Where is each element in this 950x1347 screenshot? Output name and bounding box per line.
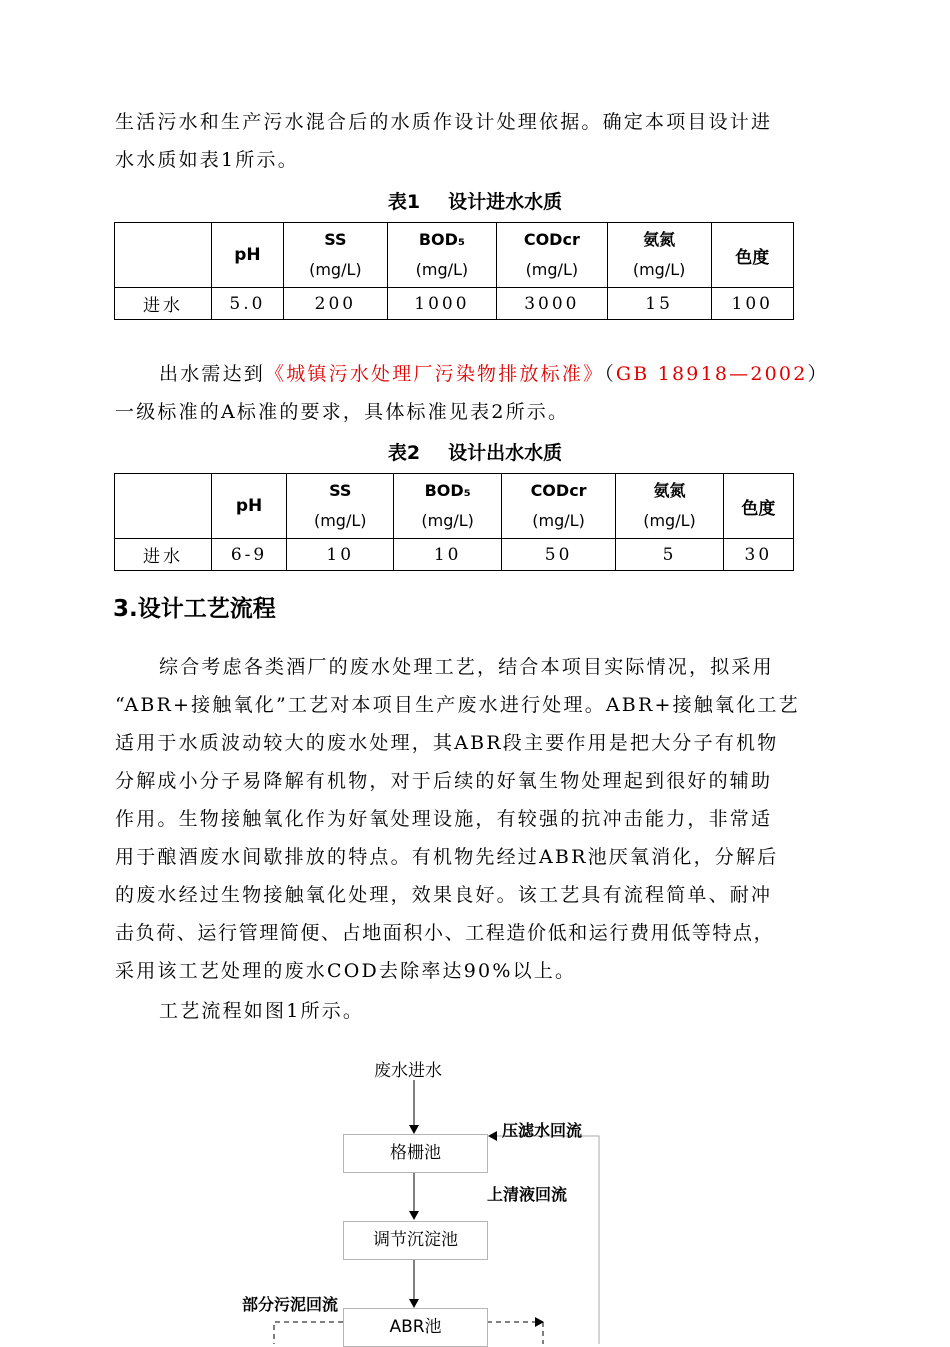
table1-cell-bod: 1000 (387, 288, 496, 320)
table2-cell-bod: 10 (394, 539, 501, 571)
press-return-line (489, 1136, 599, 1344)
section3-line-1: 综合考虑各类酒厂的废水处理工艺，结合本项目实际情况，拟采用 (159, 656, 774, 678)
flow-reference: 工艺流程如图1所示。 (159, 1000, 365, 1022)
table2-caption-title: 设计出水水质 (448, 442, 563, 464)
table1-header-bod: BOD₅ (mg/L) (387, 223, 496, 288)
table1-header-ss: SS (mg/L) (283, 223, 387, 288)
sludge-return-line-left (274, 1322, 343, 1344)
outflow-line-2: 一级标准的A标准的要求，具体标准见表2所示。 (115, 401, 570, 423)
section3-line-4: 分解成小分子易降解有机物，对于后续的好氧生物处理起到很好的辅助 (115, 770, 773, 792)
table1-cell-cod: 3000 (497, 288, 608, 320)
table1-header-ph: pH (212, 223, 284, 288)
section3-line-2: “ABR+接触氧化”工艺对本项目生产废水进行处理。ABR+接触氧化工艺 (115, 694, 800, 716)
intro-line-1: 生活污水和生产污水混合后的水质作设计处理依据。确定本项目设计进 (115, 111, 773, 133)
intro-line-2: 水水质如表1所示。 (115, 149, 299, 171)
table2-caption-num: 表2 (387, 442, 421, 464)
section3-line-6: 用于酿酒废水间歇排放的特点。有机物先经过ABR池厌氧消化，分解后 (115, 846, 779, 868)
table1-caption-title: 设计进水水质 (448, 191, 563, 213)
table2-cell-color: 30 (723, 539, 793, 571)
table2-cell-ph: 6-9 (212, 539, 287, 571)
table2-header-ammonia: 氨氮 (mg/L) (616, 474, 723, 539)
section-heading: 3.设计工艺流程 (113, 596, 276, 622)
flow-box-grille: 格栅池 (343, 1134, 488, 1173)
section3-line-3: 适用于水质波动较大的废水处理，其ABR段主要作用是把大分子有机物 (115, 732, 779, 754)
table2-cell-label: 进水 (115, 539, 212, 571)
open-paren: （ (604, 363, 616, 385)
close-paren: ） (807, 363, 829, 385)
label-press-return: 压滤水回流 (502, 1121, 583, 1140)
table1-cell-ss: 200 (283, 288, 387, 320)
section3-line-9: 采用该工艺处理的废水COD去除率达90%以上。 (115, 960, 577, 982)
flow-box-abr: ABR池 (343, 1308, 488, 1347)
table1-cell-label: 进水 (115, 288, 212, 320)
table1-cell-color: 100 (711, 288, 793, 320)
label-sludge-return: 部分污泥回流 (242, 1295, 339, 1314)
table1-header-ammonia: 氨氮 (mg/L) (607, 223, 711, 288)
flow-box-regulating: 调节沉淀池 (343, 1221, 488, 1260)
table2-header-color: 色度 (723, 474, 793, 539)
table2-header-bod: BOD₅ (mg/L) (394, 474, 501, 539)
label-supernatant-return: 上清液回流 (487, 1185, 568, 1204)
table1-header-cod: CODcr (mg/L) (497, 223, 608, 288)
table2-header-cod: CODcr (mg/L) (501, 474, 615, 539)
section3-line-5: 作用。生物接触氧化作为好氧处理设施，有较强的抗冲击能力，非常适 (115, 808, 773, 830)
table2-cell-ss: 10 (287, 539, 394, 571)
section3-line-8: 击负荷、运行管理简便、占地面积小、工程造价低和运行费用低等特点， (115, 922, 775, 944)
table2-cell-cod: 50 (501, 539, 615, 571)
section3-line-7: 的废水经过生物接触氧化处理，效果良好。该工艺具有流程简单、耐冲 (115, 884, 773, 906)
table1-cell-ammonia: 15 (607, 288, 711, 320)
table2-header-ph: pH (212, 474, 287, 539)
outflow-text: 出水需达到 (159, 363, 266, 385)
standard-code[interactable]: GB 18918—2002 (615, 363, 808, 385)
flow-input-label: 废水进水 (374, 1061, 442, 1081)
table2-header-ss: SS (mg/L) (287, 474, 394, 539)
table1-cell-ph: 5.0 (212, 288, 284, 320)
table1-caption-num: 表1 (387, 191, 421, 213)
table2-cell-ammonia: 5 (616, 539, 723, 571)
table1-header-color: 色度 (711, 223, 793, 288)
standard-link[interactable]: 《城镇污水处理厂污染物排放标准》 (265, 363, 605, 385)
